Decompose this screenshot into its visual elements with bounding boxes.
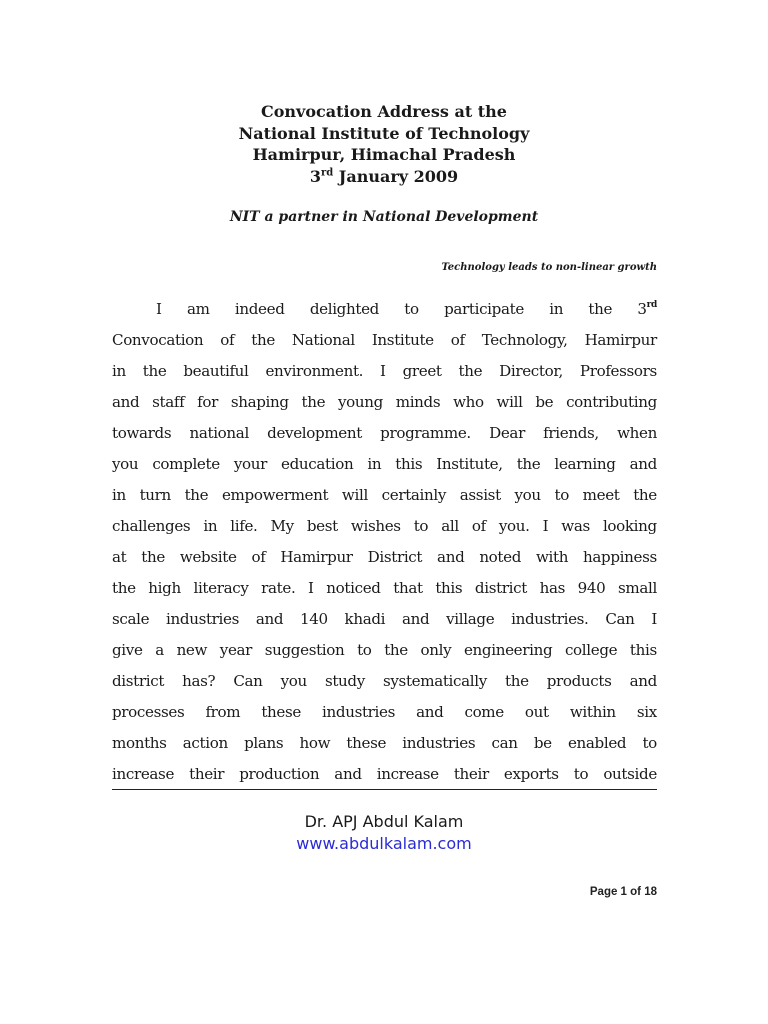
body-word: these	[346, 734, 387, 752]
body-word: environment.	[265, 362, 364, 380]
body-word: industries.	[511, 610, 589, 628]
body-line	[112, 449, 657, 480]
body-word: to	[642, 734, 657, 752]
body-word: I	[156, 300, 162, 318]
body-word: am	[186, 300, 210, 318]
body-word: was	[561, 517, 590, 535]
body-word: district	[474, 579, 527, 597]
body-word: happiness	[583, 548, 657, 566]
body-word: Institute	[371, 331, 434, 349]
body-word: the	[504, 672, 529, 690]
body-word: Hamirpur	[584, 331, 657, 349]
body-line	[112, 511, 657, 542]
body-word: their	[189, 765, 225, 783]
body-word: 940	[577, 579, 606, 597]
body-word: friends,	[543, 424, 599, 442]
body-word: will	[341, 486, 368, 504]
body-line	[112, 635, 657, 666]
body-line	[112, 697, 657, 728]
body-word: give	[112, 641, 143, 659]
body-word: the	[251, 331, 275, 349]
body-word: District	[367, 548, 423, 566]
body-line	[112, 387, 657, 418]
body-word: their	[453, 765, 489, 783]
body-line-first-suffix: rd	[646, 300, 657, 310]
body-word: and	[629, 455, 657, 473]
body-word: be	[535, 393, 554, 411]
body-word: I	[380, 362, 386, 380]
body-word: village	[446, 610, 495, 628]
body-word: year	[219, 641, 253, 659]
body-word: exports	[503, 765, 559, 783]
body-word: the	[516, 455, 541, 473]
body-word: National	[291, 331, 355, 349]
body-word: that	[393, 579, 423, 597]
body-line	[112, 728, 657, 759]
title-date	[0, 166, 768, 188]
document-subtitle: NIT a partner in National Development	[229, 209, 539, 225]
body-word: looking	[602, 517, 657, 535]
body-word: in	[203, 517, 218, 535]
body-word: the	[112, 579, 136, 597]
body-word: from	[205, 703, 241, 721]
body-word: industries	[166, 610, 239, 628]
body-word: the	[633, 486, 657, 504]
body-word: young	[337, 393, 383, 411]
body-word: I	[308, 579, 314, 597]
body-word: and	[629, 672, 657, 690]
body-word: all	[441, 517, 459, 535]
body-word: Dear	[489, 424, 525, 442]
body-paragraph	[112, 294, 657, 790]
body-word: to	[554, 486, 569, 504]
body-word: a	[155, 641, 164, 659]
body-word: rate.	[261, 579, 296, 597]
body-word: how	[299, 734, 331, 752]
body-word: can	[491, 734, 518, 752]
body-word: best	[306, 517, 338, 535]
body-word: certainly	[381, 486, 447, 504]
document-title	[0, 101, 768, 187]
body-word: college	[564, 641, 618, 659]
title-date-suffix: rd	[320, 167, 334, 179]
body-word: Technology,	[481, 331, 568, 349]
footer-divider	[112, 789, 657, 790]
body-word: the	[141, 548, 165, 566]
body-word: Can	[233, 672, 263, 690]
body-word: My	[270, 517, 294, 535]
body-word: six	[636, 703, 657, 721]
body-word: minds	[395, 393, 441, 411]
body-word: development	[267, 424, 362, 442]
body-word: the	[384, 641, 408, 659]
body-word: who	[453, 393, 484, 411]
body-line	[112, 573, 657, 604]
body-word: only	[420, 641, 452, 659]
body-word: of	[471, 517, 486, 535]
body-word: the	[588, 300, 613, 318]
body-word: at	[112, 548, 127, 566]
body-word: greet	[402, 362, 442, 380]
section-tagline: Technology leads to non-linear growth	[441, 262, 657, 273]
body-word: I	[542, 517, 549, 535]
body-word: in	[112, 486, 126, 504]
body-word: empowerment	[221, 486, 329, 504]
body-word: programme.	[380, 424, 471, 442]
body-word: systematically	[382, 672, 487, 690]
body-line	[112, 759, 657, 790]
body-word: to	[404, 300, 419, 318]
body-word: industries	[322, 703, 395, 721]
body-word: to	[573, 765, 589, 783]
body-word: national	[189, 424, 249, 442]
page-number: Page 1 of 18	[589, 886, 657, 898]
title-line-3: Hamirpur, Himachal Pradesh	[252, 145, 516, 164]
body-word: education	[281, 455, 354, 473]
body-word: for	[197, 393, 219, 411]
body-word: and	[334, 765, 362, 783]
body-word: this	[629, 641, 657, 659]
body-word: to	[357, 641, 372, 659]
body-word: 140	[299, 610, 328, 628]
body-word: in	[367, 455, 382, 473]
body-word: contributing	[566, 393, 657, 411]
body-word: months	[112, 734, 167, 752]
body-word: and	[112, 393, 140, 411]
body-word: and	[416, 703, 444, 721]
title-date-day: 3	[309, 166, 321, 186]
body-word: these	[261, 703, 301, 721]
body-word: of	[450, 331, 465, 349]
body-word: learning	[554, 455, 616, 473]
body-line	[112, 480, 657, 511]
body-word: has?	[182, 672, 216, 690]
body-line	[112, 542, 657, 573]
body-word: meet	[582, 486, 620, 504]
body-word: complete	[152, 455, 220, 473]
body-word: you	[514, 486, 541, 504]
body-word: challenges	[112, 517, 191, 535]
footer-author: Dr. APJ Abdul Kalam	[304, 812, 464, 831]
body-word: has	[539, 579, 566, 597]
body-word: high	[148, 579, 181, 597]
body-word: website	[179, 548, 237, 566]
body-word: indeed	[234, 300, 285, 318]
body-word: increase	[376, 765, 439, 783]
body-word: turn	[139, 486, 171, 504]
body-line	[112, 666, 657, 697]
body-word: you.	[498, 517, 530, 535]
body-word: wishes	[350, 517, 401, 535]
body-word: in	[112, 362, 126, 380]
body-word: assist	[459, 486, 501, 504]
body-word: suggestion	[264, 641, 345, 659]
body-word: I	[651, 610, 657, 628]
body-word: the	[184, 486, 209, 504]
body-word: beautiful	[183, 362, 249, 380]
body-word: Director,	[499, 362, 563, 380]
body-word: to	[413, 517, 429, 535]
body-word: district	[112, 672, 165, 690]
body-word: within	[569, 703, 616, 721]
body-word: be	[533, 734, 552, 752]
body-word: in	[549, 300, 564, 318]
page-footer	[0, 811, 768, 855]
body-word: this	[395, 455, 423, 473]
body-line	[112, 325, 657, 356]
body-word: processes	[112, 703, 185, 721]
title-line-2: National Institute of Technology	[238, 123, 530, 143]
title-date-rest: January 2009	[333, 166, 459, 186]
body-word: towards	[112, 424, 172, 442]
body-word: Institute,	[436, 455, 503, 473]
body-word: the	[301, 393, 326, 411]
body-word: come	[464, 703, 504, 721]
body-word: and	[401, 610, 430, 628]
body-word: noticed	[326, 579, 381, 597]
body-line	[112, 356, 657, 387]
body-word: 3rd	[637, 300, 657, 318]
body-word: and	[437, 548, 465, 566]
body-line	[112, 418, 657, 449]
body-word: Professors	[579, 362, 657, 380]
footer-website-link[interactable]: www.abdulkalam.com	[296, 834, 472, 853]
body-word: production	[239, 765, 320, 783]
body-word: Can	[605, 610, 635, 628]
body-word: life.	[230, 517, 258, 535]
body-word: study	[324, 672, 365, 690]
body-word: will	[496, 393, 523, 411]
body-word: out	[524, 703, 549, 721]
body-word: the	[458, 362, 483, 380]
body-word: with	[535, 548, 569, 566]
body-word: outside	[603, 765, 657, 783]
body-line-first	[112, 294, 657, 325]
body-word: the	[142, 362, 167, 380]
body-word: you	[280, 672, 307, 690]
body-word: enabled	[567, 734, 627, 752]
body-word: delighted	[309, 300, 379, 318]
body-word: small	[618, 579, 657, 597]
body-word: staff	[152, 393, 185, 411]
body-word: industries	[402, 734, 476, 752]
body-word: products	[546, 672, 612, 690]
body-word: of	[220, 331, 235, 349]
title-line-1: Convocation Address at the	[261, 102, 507, 121]
body-word: khadi	[344, 610, 386, 628]
body-line	[112, 604, 657, 635]
body-word: action	[182, 734, 228, 752]
body-word: your	[233, 455, 267, 473]
body-word: plans	[244, 734, 284, 752]
body-word: scale	[112, 610, 150, 628]
body-word: you	[112, 455, 139, 473]
body-word: engineering	[463, 641, 553, 659]
body-word: of	[251, 548, 266, 566]
body-word: new	[176, 641, 208, 659]
body-word: shaping	[230, 393, 289, 411]
body-word: participate	[444, 300, 524, 318]
body-word: Hamirpur	[280, 548, 353, 566]
body-word: and	[255, 610, 284, 628]
body-word: this	[435, 579, 463, 597]
body-word: when	[617, 424, 657, 442]
body-word: noted	[479, 548, 522, 566]
body-word: Convocation	[112, 331, 204, 349]
body-word: increase	[112, 765, 175, 783]
body-word: literacy	[193, 579, 249, 597]
